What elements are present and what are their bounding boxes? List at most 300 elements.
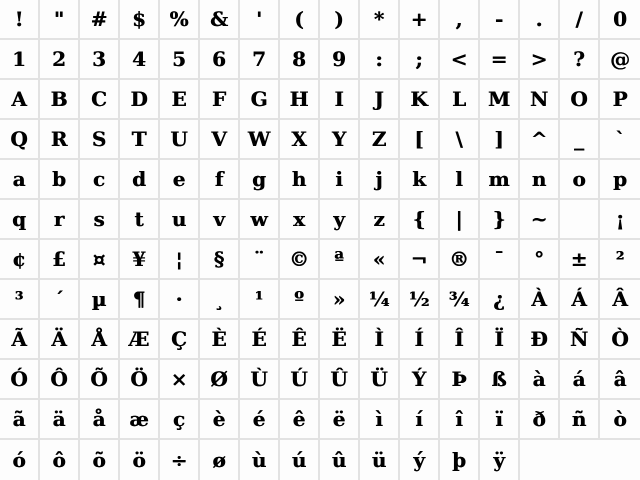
glyph: À: [531, 287, 547, 311]
glyph-cell[interactable]: [600, 0, 640, 38]
glyph-cell[interactable]: [280, 40, 320, 78]
glyph: ñ: [571, 407, 587, 431]
glyph-cell[interactable]: [240, 40, 280, 78]
glyph-cell[interactable]: [120, 200, 160, 238]
glyph-cell[interactable]: [80, 0, 120, 38]
glyph-cell[interactable]: [360, 40, 400, 78]
glyph-cell[interactable]: [280, 120, 320, 158]
glyph: @: [610, 47, 630, 71]
glyph-cell[interactable]: [280, 440, 320, 480]
glyph: <: [450, 47, 468, 71]
glyph: à: [532, 367, 546, 391]
glyph-cell[interactable]: [0, 440, 40, 480]
glyph-cell[interactable]: [120, 440, 160, 480]
glyph-cell[interactable]: [120, 0, 160, 38]
charmap-row: [0, 160, 640, 200]
glyph-cell[interactable]: [480, 440, 520, 480]
glyph-cell[interactable]: [440, 200, 480, 238]
glyph-cell[interactable]: [120, 360, 160, 398]
glyph-cell[interactable]: [240, 80, 280, 118]
charmap-row: [0, 240, 640, 280]
glyph-cell[interactable]: [120, 240, 160, 278]
glyph-cell[interactable]: [120, 160, 160, 198]
glyph-cell[interactable]: [560, 240, 600, 278]
glyph-cell[interactable]: [360, 160, 400, 198]
glyph-cell[interactable]: [520, 120, 560, 158]
glyph: /: [575, 7, 583, 31]
glyph-cell[interactable]: [200, 200, 240, 238]
glyph: i: [335, 167, 343, 191]
glyph: ±: [570, 247, 588, 271]
glyph: 8: [292, 47, 306, 71]
glyph: æ: [129, 407, 149, 431]
glyph-cell[interactable]: [160, 240, 200, 278]
glyph-cell[interactable]: [600, 160, 640, 198]
glyph: K: [410, 87, 428, 111]
glyph-cell[interactable]: [80, 240, 120, 278]
glyph-cell[interactable]: [480, 320, 520, 358]
glyph-cell[interactable]: [160, 120, 200, 158]
glyph-cell[interactable]: [0, 320, 40, 358]
glyph-cell[interactable]: [440, 360, 480, 398]
glyph: ³: [14, 287, 24, 311]
glyph-cell[interactable]: [0, 120, 40, 158]
glyph: Ï: [494, 327, 504, 351]
glyph-cell[interactable]: [320, 80, 360, 118]
glyph: Ð: [530, 327, 548, 351]
glyph: *: [373, 7, 385, 31]
glyph: 9: [332, 47, 346, 71]
glyph-cell[interactable]: [240, 160, 280, 198]
glyph: ?: [573, 47, 585, 71]
glyph-cell[interactable]: [240, 200, 280, 238]
glyph-cell[interactable]: [240, 320, 280, 358]
glyph: A: [11, 87, 27, 111]
glyph-cell[interactable]: [480, 80, 520, 118]
glyph-cell[interactable]: [200, 360, 240, 398]
glyph-cell[interactable]: [400, 280, 440, 318]
glyph-cell[interactable]: [40, 200, 80, 238]
glyph-cell[interactable]: [560, 400, 600, 438]
glyph-cell[interactable]: [480, 40, 520, 78]
glyph-cell[interactable]: [160, 280, 200, 318]
glyph-cell[interactable]: [0, 160, 40, 198]
glyph-cell[interactable]: [360, 360, 400, 398]
glyph-cell[interactable]: [440, 320, 480, 358]
glyph: ç: [172, 407, 186, 431]
glyph: ¢: [12, 247, 26, 271]
glyph-cell[interactable]: [400, 0, 440, 38]
glyph-cell[interactable]: [160, 200, 200, 238]
glyph-cell[interactable]: [80, 160, 120, 198]
glyph-cell[interactable]: [560, 120, 600, 158]
glyph: ¸: [214, 287, 224, 311]
glyph-cell[interactable]: [80, 360, 120, 398]
glyph-cell[interactable]: [280, 400, 320, 438]
glyph-cell[interactable]: [600, 320, 640, 358]
glyph: Ý: [411, 367, 427, 391]
glyph-cell[interactable]: [200, 40, 240, 78]
glyph-cell[interactable]: [520, 0, 560, 38]
glyph-cell[interactable]: [40, 400, 80, 438]
glyph-cell[interactable]: [440, 120, 480, 158]
glyph: ×: [170, 367, 188, 391]
glyph: È: [211, 327, 227, 351]
glyph-cell[interactable]: [400, 120, 440, 158]
glyph-cell[interactable]: [240, 400, 280, 438]
glyph: ß: [491, 367, 507, 391]
glyph: .: [535, 7, 543, 31]
glyph-cell[interactable]: [520, 280, 560, 318]
glyph-cell[interactable]: [440, 400, 480, 438]
glyph: D: [130, 87, 148, 111]
glyph: ô: [52, 448, 66, 472]
glyph: -: [494, 7, 504, 31]
glyph-cell[interactable]: [0, 240, 40, 278]
glyph-cell[interactable]: [360, 440, 400, 480]
glyph: ): [334, 7, 344, 31]
glyph: h: [291, 167, 307, 191]
glyph: Ö: [130, 367, 148, 391]
glyph-cell[interactable]: [160, 400, 200, 438]
glyph-cell[interactable]: [200, 320, 240, 358]
glyph-cell[interactable]: [80, 320, 120, 358]
glyph-cell[interactable]: [200, 400, 240, 438]
glyph-cell[interactable]: [200, 280, 240, 318]
glyph: %: [169, 7, 189, 31]
glyph-cell[interactable]: [400, 80, 440, 118]
glyph-cell[interactable]: [160, 320, 200, 358]
glyph: v: [213, 207, 225, 231]
glyph-cell[interactable]: [480, 200, 520, 238]
glyph-cell[interactable]: [120, 400, 160, 438]
glyph: E: [171, 87, 187, 111]
glyph: ®: [449, 247, 469, 271]
glyph-cell[interactable]: [400, 40, 440, 78]
glyph-cell[interactable]: [520, 240, 560, 278]
glyph: þ: [452, 448, 466, 472]
glyph-cell[interactable]: [440, 440, 480, 480]
glyph-cell[interactable]: [0, 400, 40, 438]
glyph-cell[interactable]: [200, 80, 240, 118]
glyph-cell[interactable]: [480, 120, 520, 158]
glyph-cell[interactable]: [560, 320, 600, 358]
glyph-cell[interactable]: [480, 0, 520, 38]
glyph-cell[interactable]: [480, 160, 520, 198]
glyph-cell[interactable]: [280, 160, 320, 198]
charmap-row: [0, 200, 640, 240]
glyph-cell[interactable]: [240, 120, 280, 158]
glyph: ¾: [448, 287, 470, 311]
glyph: µ: [91, 287, 107, 311]
glyph-cell[interactable]: [520, 400, 560, 438]
glyph-cell[interactable]: [560, 40, 600, 78]
glyph-cell[interactable]: [400, 240, 440, 278]
glyph-cell[interactable]: [240, 280, 280, 318]
glyph: ä: [52, 407, 66, 431]
glyph-cell[interactable]: [320, 240, 360, 278]
glyph: Ò: [611, 327, 629, 351]
glyph: s: [93, 207, 105, 231]
glyph-cell[interactable]: [80, 280, 120, 318]
glyph-cell[interactable]: [560, 80, 600, 118]
glyph: #: [90, 7, 108, 31]
glyph: ù: [251, 448, 267, 472]
glyph: +: [410, 7, 428, 31]
glyph-cell[interactable]: [200, 0, 240, 38]
glyph-cell[interactable]: [320, 440, 360, 480]
glyph-cell[interactable]: [360, 320, 400, 358]
glyph-cell[interactable]: [0, 80, 40, 118]
glyph-cell[interactable]: [520, 200, 560, 238]
glyph: a: [12, 167, 26, 191]
glyph-cell[interactable]: [480, 240, 520, 278]
charmap-row: [0, 0, 640, 40]
glyph: Ñ: [569, 327, 589, 351]
charmap-row: [0, 280, 640, 320]
glyph-cell[interactable]: [560, 160, 600, 198]
glyph: `: [615, 127, 625, 151]
glyph: C: [91, 87, 107, 111]
glyph-cell[interactable]: [40, 80, 80, 118]
glyph-cell[interactable]: [480, 280, 520, 318]
glyph-cell[interactable]: [560, 0, 600, 38]
glyph-cell[interactable]: [0, 280, 40, 318]
glyph-cell[interactable]: [0, 0, 40, 38]
glyph-cell[interactable]: [0, 40, 40, 78]
glyph-cell[interactable]: [160, 360, 200, 398]
glyph: 4: [132, 47, 146, 71]
glyph-cell[interactable]: [80, 80, 120, 118]
glyph: Õ: [90, 367, 108, 391]
glyph-cell[interactable]: [520, 160, 560, 198]
glyph: o: [572, 167, 586, 191]
glyph-cell[interactable]: [0, 360, 40, 398]
glyph: Ô: [50, 367, 68, 391]
glyph-cell[interactable]: [120, 120, 160, 158]
glyph-cell[interactable]: [520, 320, 560, 358]
glyph: M: [487, 87, 511, 111]
glyph-cell[interactable]: [200, 120, 240, 158]
glyph: X: [291, 127, 307, 151]
glyph-cell[interactable]: [240, 360, 280, 398]
glyph: 7: [252, 47, 266, 71]
glyph-cell[interactable]: [240, 0, 280, 38]
glyph-cell[interactable]: [240, 440, 280, 480]
glyph-cell[interactable]: [520, 80, 560, 118]
glyph: Þ: [451, 367, 467, 391]
glyph: Û: [330, 367, 348, 391]
glyph: å: [92, 407, 106, 431]
glyph: =: [490, 47, 508, 71]
glyph-cell[interactable]: [400, 440, 440, 480]
glyph-cell[interactable]: [280, 200, 320, 238]
glyph-cell[interactable]: [360, 0, 400, 38]
glyph: «: [372, 247, 386, 271]
glyph-cell[interactable]: [200, 440, 240, 480]
glyph: ¡: [615, 207, 625, 231]
glyph: ¶: [132, 287, 146, 311]
glyph: ð: [532, 407, 546, 431]
glyph-cell[interactable]: [440, 160, 480, 198]
glyph: ]: [494, 127, 504, 151]
glyph: W: [247, 127, 271, 151]
glyph-cell[interactable]: [320, 160, 360, 198]
glyph-cell[interactable]: [480, 360, 520, 398]
charmap-row: [0, 40, 640, 80]
glyph-cell[interactable]: [440, 0, 480, 38]
glyph-cell[interactable]: [600, 40, 640, 78]
glyph-cell[interactable]: [320, 360, 360, 398]
glyph: d: [132, 167, 146, 191]
glyph-cell[interactable]: [40, 360, 80, 398]
glyph-cell[interactable]: [40, 0, 80, 38]
glyph-cell[interactable]: [200, 240, 240, 278]
glyph: >: [530, 47, 548, 71]
glyph-cell[interactable]: [520, 360, 560, 398]
glyph-cell[interactable]: [320, 120, 360, 158]
glyph-cell[interactable]: [440, 280, 480, 318]
glyph-cell[interactable]: [400, 200, 440, 238]
glyph-cell[interactable]: [520, 40, 560, 78]
glyph: l: [455, 167, 463, 191]
glyph-cell[interactable]: [280, 240, 320, 278]
glyph-cell[interactable]: [80, 40, 120, 78]
glyph-cell[interactable]: [360, 240, 400, 278]
glyph-cell[interactable]: [280, 80, 320, 118]
glyph-cell[interactable]: [440, 40, 480, 78]
glyph: n: [531, 167, 547, 191]
glyph: §: [213, 247, 225, 271]
glyph-cell[interactable]: [320, 320, 360, 358]
glyph-cell[interactable]: [360, 200, 400, 238]
glyph: ¦: [175, 247, 183, 271]
glyph-cell[interactable]: [200, 160, 240, 198]
glyph-cell[interactable]: [400, 320, 440, 358]
glyph-cell[interactable]: [0, 200, 40, 238]
glyph-cell[interactable]: [360, 400, 400, 438]
glyph: J: [374, 87, 384, 111]
glyph-cell[interactable]: [40, 240, 80, 278]
glyph: Ì: [374, 327, 384, 351]
glyph-cell[interactable]: [240, 240, 280, 278]
glyph-cell[interactable]: [120, 280, 160, 318]
glyph-cell[interactable]: [120, 80, 160, 118]
glyph-cell[interactable]: [600, 360, 640, 398]
glyph-cell[interactable]: [320, 280, 360, 318]
glyph: }: [492, 207, 506, 231]
glyph-cell[interactable]: [320, 400, 360, 438]
glyph-cell[interactable]: [320, 0, 360, 38]
glyph-cell[interactable]: [600, 400, 640, 438]
glyph: ·: [175, 287, 183, 311]
glyph: x: [293, 207, 305, 231]
glyph-cell[interactable]: [280, 280, 320, 318]
glyph: V: [211, 127, 227, 151]
glyph-cell[interactable]: [160, 0, 200, 38]
glyph: Ê: [291, 327, 307, 351]
glyph: ½: [408, 287, 430, 311]
glyph-cell[interactable]: [600, 200, 640, 238]
glyph: ò: [613, 407, 627, 431]
glyph-cell[interactable]: [400, 160, 440, 198]
glyph: ö: [132, 448, 146, 472]
glyph-cell[interactable]: [560, 280, 600, 318]
glyph-cell[interactable]: [440, 240, 480, 278]
glyph-cell[interactable]: [280, 360, 320, 398]
glyph: b: [52, 167, 66, 191]
glyph-cell[interactable]: [280, 0, 320, 38]
glyph: ª: [334, 247, 344, 271]
glyph-cell[interactable]: [40, 40, 80, 78]
glyph-cell[interactable]: [320, 200, 360, 238]
glyph-cell[interactable]: [600, 80, 640, 118]
glyph: p: [613, 167, 627, 191]
charmap-row: [0, 360, 640, 400]
glyph: ²: [615, 247, 625, 271]
glyph: |: [455, 207, 463, 231]
glyph: m: [488, 167, 510, 191]
glyph: ©: [289, 247, 309, 271]
glyph: u: [171, 207, 187, 231]
glyph: ": [53, 7, 65, 31]
glyph-cell[interactable]: [160, 40, 200, 78]
glyph-cell[interactable]: [160, 80, 200, 118]
glyph-cell[interactable]: [40, 160, 80, 198]
glyph: ´: [54, 287, 64, 311]
glyph: &: [209, 7, 229, 31]
glyph-cell[interactable]: [600, 240, 640, 278]
glyph: B: [50, 87, 68, 111]
glyph-cell[interactable]: [560, 200, 600, 238]
glyph: 6: [212, 47, 226, 71]
glyph-cell[interactable]: [360, 280, 400, 318]
glyph: z: [373, 207, 385, 231]
glyph: ¿: [493, 287, 505, 311]
glyph-cell[interactable]: [80, 400, 120, 438]
glyph-cell[interactable]: [160, 440, 200, 480]
glyph-cell[interactable]: [440, 80, 480, 118]
glyph-cell[interactable]: [40, 320, 80, 358]
glyph-cell[interactable]: [80, 200, 120, 238]
glyph-cell[interactable]: [560, 360, 600, 398]
glyph-cell[interactable]: [40, 440, 80, 480]
glyph-cell[interactable]: [80, 120, 120, 158]
glyph: \: [455, 127, 463, 151]
glyph-cell[interactable]: [40, 280, 80, 318]
glyph-cell[interactable]: [40, 120, 80, 158]
glyph-cell[interactable]: [400, 400, 440, 438]
glyph-cell[interactable]: [80, 440, 120, 480]
glyph-cell[interactable]: [400, 360, 440, 398]
glyph-cell[interactable]: [360, 80, 400, 118]
glyph-cell[interactable]: [120, 40, 160, 78]
glyph-cell[interactable]: [120, 320, 160, 358]
glyph: ê: [292, 407, 306, 431]
glyph: £: [52, 247, 66, 271]
glyph: 5: [172, 47, 186, 71]
glyph-cell[interactable]: [280, 320, 320, 358]
glyph-cell[interactable]: [480, 400, 520, 438]
glyph-cell[interactable]: [600, 280, 640, 318]
glyph: ï: [495, 407, 503, 431]
glyph: Ä: [51, 327, 67, 351]
glyph-cell[interactable]: [160, 160, 200, 198]
glyph-cell[interactable]: [600, 120, 640, 158]
glyph: ¬: [410, 247, 428, 271]
glyph-cell[interactable]: [360, 120, 400, 158]
glyph-cell[interactable]: [320, 40, 360, 78]
